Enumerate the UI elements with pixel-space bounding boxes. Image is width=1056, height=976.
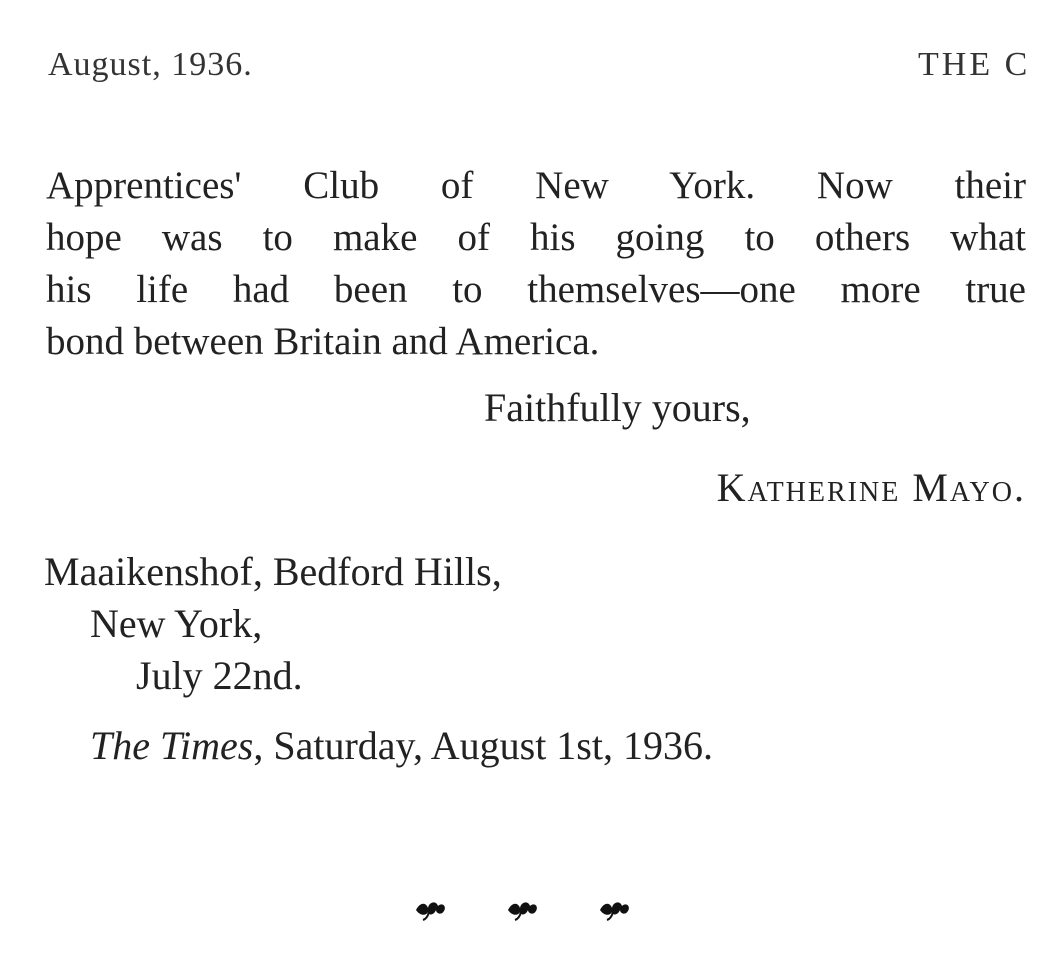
- letter-closing: Faithfully yours,: [484, 385, 751, 430]
- publication-date: , Saturday, August 1st, 1936.: [253, 723, 713, 768]
- address-date: July 22nd.: [136, 653, 303, 698]
- fleuron-icon: [414, 896, 448, 922]
- body-line: bond between Britain and America.: [46, 320, 600, 363]
- source-citation: [90, 722, 713, 769]
- address-line: Maaikenshof, Bedford Hills,: [44, 549, 502, 594]
- fleuron-icon: [506, 896, 540, 922]
- body-line: his life had been to themselves—one more true: [46, 268, 1026, 311]
- fleuron-icon: [598, 896, 632, 922]
- running-header-title: THE C: [918, 46, 1031, 83]
- running-header-date: August, 1936.: [48, 46, 253, 83]
- address-line: New York,: [90, 601, 263, 646]
- sender-address: [44, 546, 502, 702]
- section-ornaments: [414, 896, 632, 922]
- letter-signature: Katherine Mayo.: [716, 465, 1026, 510]
- body-line: Apprentices' Club of New York. Now their: [46, 164, 1026, 207]
- body-paragraph: [46, 160, 1026, 368]
- publication-name: The Times: [90, 723, 254, 768]
- body-line: hope was to make of his going to others what: [46, 216, 1026, 259]
